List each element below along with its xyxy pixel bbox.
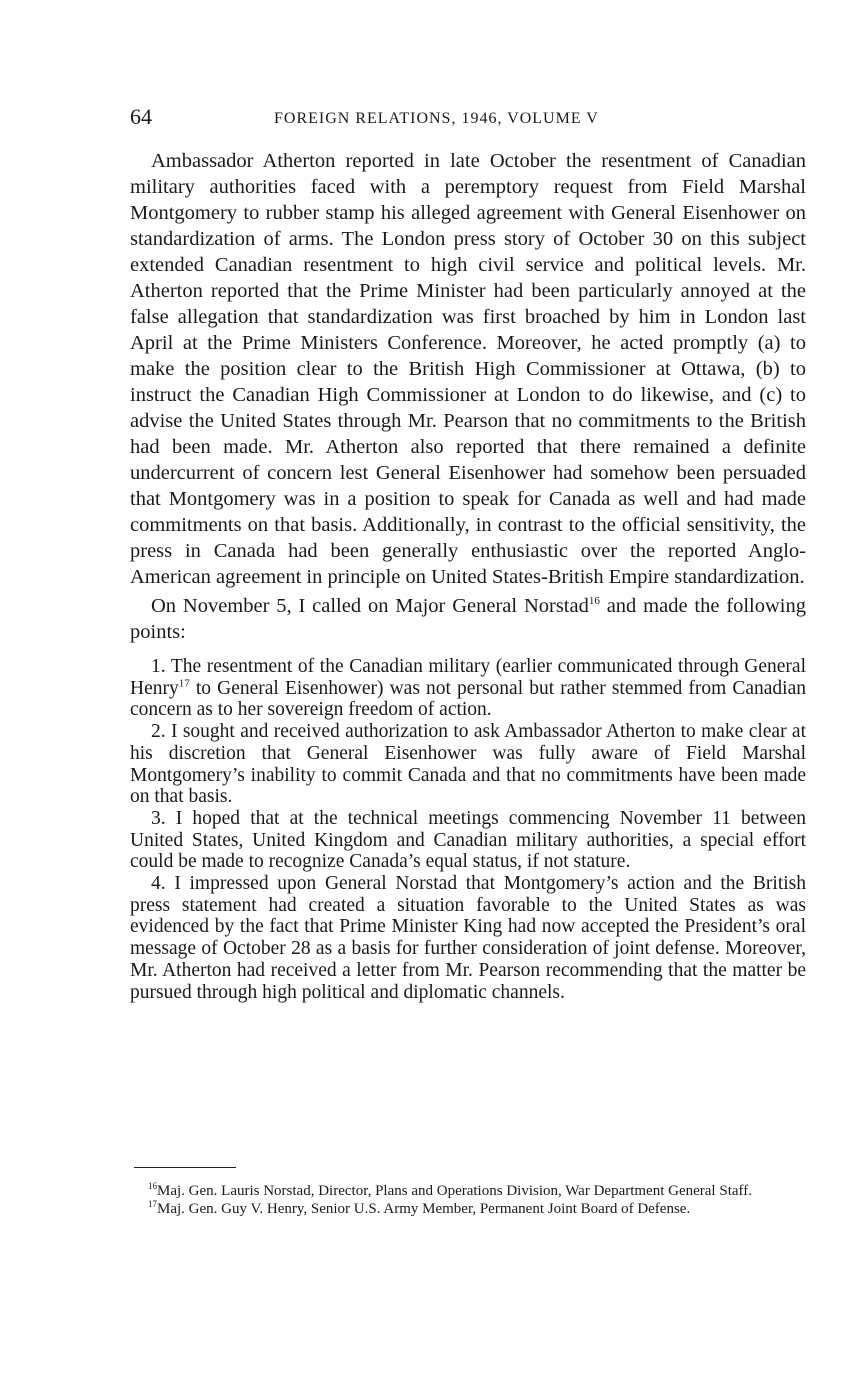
footnote-17 [130, 1200, 806, 1218]
footnote-16 [130, 1182, 806, 1200]
page-header [130, 104, 806, 132]
intro-text: On November 5, I called on Major General Norstad [151, 595, 589, 617]
point-3: 3. I hoped that at the technical meetings commencing November 11 between United States, United Kingdom and Canadian military authorities, a special effort could be made to recognize Canada’s equal status, if not stature. [130, 807, 806, 873]
page-number: 64 [130, 104, 152, 129]
point-1-text-continued: to General Eisenhower) was not personal but rather stemmed from Canadian concern as to her sovereign freedom of action. [130, 677, 806, 721]
numbered-points [130, 656, 806, 1003]
footnote-divider [134, 1167, 236, 1168]
point-2: 2. I sought and received authorization to ask Ambassador Atherton to make clear at his discretion that General Eisenhower was fully aware of Field Marshal Montgomery’s inability to commit Canada and that no commitments have been made on that basis. [130, 721, 806, 808]
footnote-text: Maj. Gen. Guy V. Henry, Senior U.S. Army Member, Permanent Joint Board of Defense. [157, 1201, 691, 1217]
footnote-mark: 16 [148, 1181, 157, 1191]
intro-text-continued: and made the following points: [130, 595, 806, 643]
footnote-text: Maj. Gen. Lauris Norstad, Director, Plans and Operations Division, War Department General Staff. [157, 1183, 752, 1199]
footnote-reference: 16 [588, 595, 600, 608]
point-1-text: 1. The resentment of the Canadian military (earlier communicated through General Henry [130, 656, 806, 699]
point-1 [130, 656, 806, 721]
footnote-reference: 17 [178, 677, 190, 690]
running-head: FOREIGN RELATIONS, 1946, VOLUME V [274, 110, 599, 127]
paragraph-atherton-report: Ambassador Atherton reported in late October the resentment of Canadian military authorities faced with a peremptory request from Field Marshal Montgomery to rubber stamp his alleged agreement with General Eisenhower on standardization of arms. The London press story of October 30 on this subject extended Canadian resentment to high civil service and political levels. Mr. Atherton reported that the Prime Minister had been particularly annoyed at the false allegation that standardization was first broached by him in London last April at the Prime Ministers Conference. Moreover, he acted promptly (a) to make the position clear to the British High Commissioner at Ottawa, (b) to instruct the Canadian High Commissioner at London to do likewise, and (c) to advise the United States through Mr. Pearson that no commitments to the British had been made. Mr. Atherton also reported that there remained a definite undercurrent of concern lest General Eisenhower had somehow been persuaded that Montgomery was in a position to speak for Canada as well and had made commitments on that basis. Additionally, in contrast to the official sensitivity, the press in Canada had been generally enthusiastic over the reported Anglo-American agreement in principle on United States-British Empire standardization. [130, 150, 806, 588]
paragraph-norstad-meeting [130, 593, 806, 645]
footnotes [130, 1182, 806, 1218]
point-4: 4. I impressed upon General Norstad that Montgomery’s action and the British press statement had created a situation favorable to the United States as was evidenced by the fact that Prime Minister King had now accepted the President’s oral message of October 28 as a basis for further consideration of joint defense. Moreover, Mr. Atherton had received a letter from Mr. Pearson recommending that the matter be pursued through high political and diplomatic channels. [130, 873, 806, 1003]
body-text [130, 148, 806, 1003]
footnote-mark: 17 [148, 1199, 157, 1209]
